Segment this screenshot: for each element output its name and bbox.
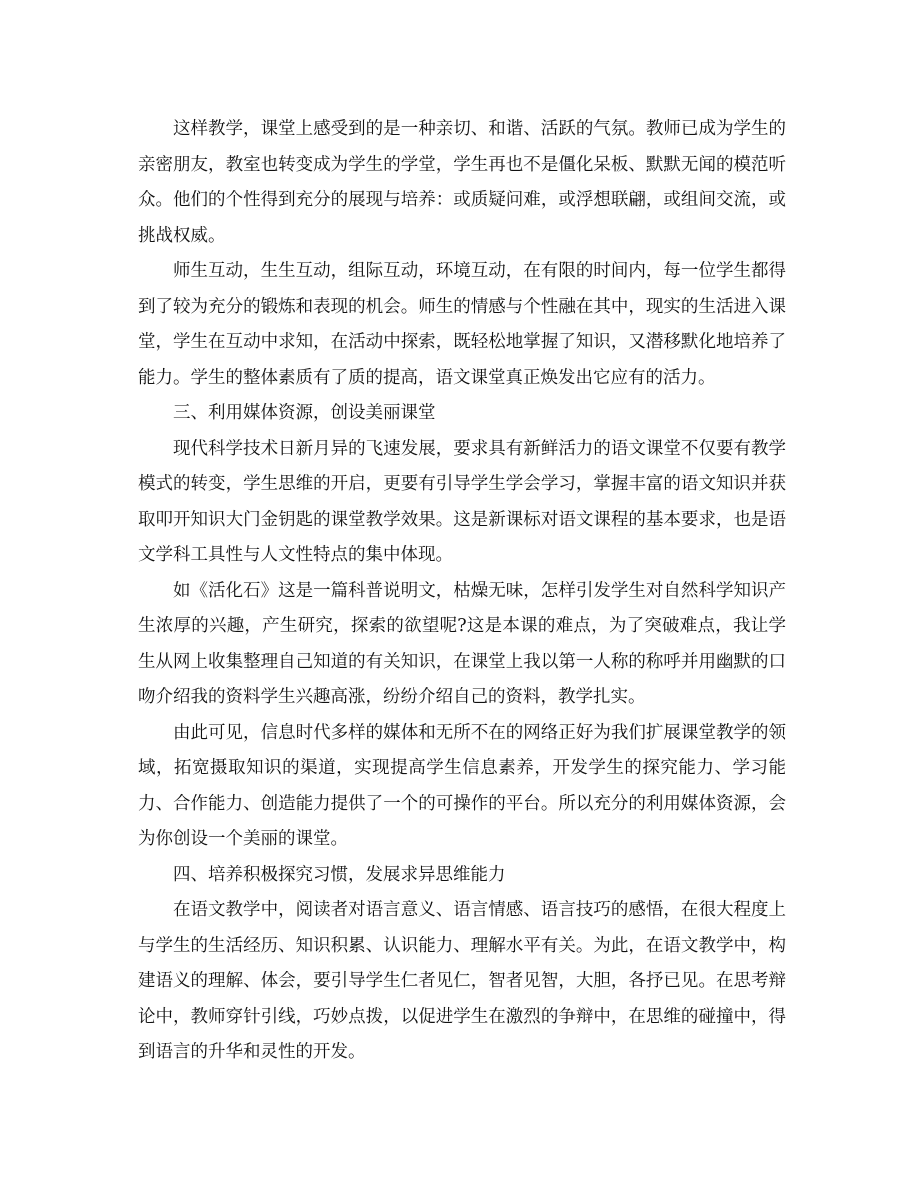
document-body xyxy=(138,112,786,1071)
section-heading-exploration-habits: 四、培养积极探究习惯，发展求异思维能力 xyxy=(173,864,506,885)
paragraph-classroom-atmosphere: 这样教学，课堂上感受到的是一种亲切、和谐、活跃的气氛。教师已成为学生的亲密朋友，教室也转变成为学生的学堂，学生再也不是僵化呆板、默默无闻的模范听众。他们的个性得到充分的展现与培养：或质疑问难，或浮想联翩，或组间交流，或挑战权威。 xyxy=(138,119,786,246)
paragraph-modern-technology: 现代科学技术日新月异的飞速发展，要求具有新鲜活力的语文课堂不仅要有教学模式的转变，学生思维的开启，更要有引导学生学会学习，掌握丰富的语文知识并获取叩开知识大门金钥匙的课堂教学效果。这是新课标对语文课程的基本要求，也是语文学科工具性与人文性特点的集中体现。 xyxy=(138,438,786,565)
paragraph-interaction: 师生互动，生生互动，组际互动，环境互动，在有限的时间内，每一位学生都得到了较为充分的锻炼和表现的机会。师生的情感与个性融在其中，现实的生活进入课堂，学生在互动中求知，在活动中探索，既轻松地掌握了知识，又潜移默化地培养了能力。学生的整体素质有了质的提高，语文课堂真正焕发出它应有的活力。 xyxy=(138,261,786,388)
section-heading-media-resources: 三、利用媒体资源，创设美丽课堂 xyxy=(173,403,436,423)
paragraph-information-age: 由此可见，信息时代多样的媒体和无所不在的网络正好为我们扩展课堂教学的领域，拓宽摄取知识的渠道，实现提高学生信息素养，开发学生的探究能力、学习能力、合作能力、创造能力提供了一个的可操作的平台。所以充分的利用媒体资源，会为你创设一个美丽的课堂。 xyxy=(138,722,786,849)
paragraph-reading-comprehension: 在语文教学中，阅读者对语言意义、语言情感、语言技巧的感悟，在很大程度上与学生的生活经历、知识积累、认识能力、理解水平有关。为此，在语文教学中，构建语义的理解、体会，要引导学生仁者见仁，智者见智，大胆，各抒已见。在思考辩论中，教师穿针引线，巧妙点拨，以促进学生在激烈的争辩中，在思维的碰撞中，得到语言的升华和灵性的开发。 xyxy=(138,900,786,1062)
paragraph-living-fossil-example: 如《活化石》这是一篇科普说明文，枯燥无味，怎样引发学生对自然科学知识产生浓厚的兴趣，产生研究，探索的欲望呢?这是本课的难点，为了突破难点，我让学生从网上收集整理自己知道的有关知识，在课堂上我以第一人称的称呼并用幽默的口吻介绍我的资料学生兴趣高涨，纷纷介绍自己的资料，教学扎实。 xyxy=(138,580,786,707)
